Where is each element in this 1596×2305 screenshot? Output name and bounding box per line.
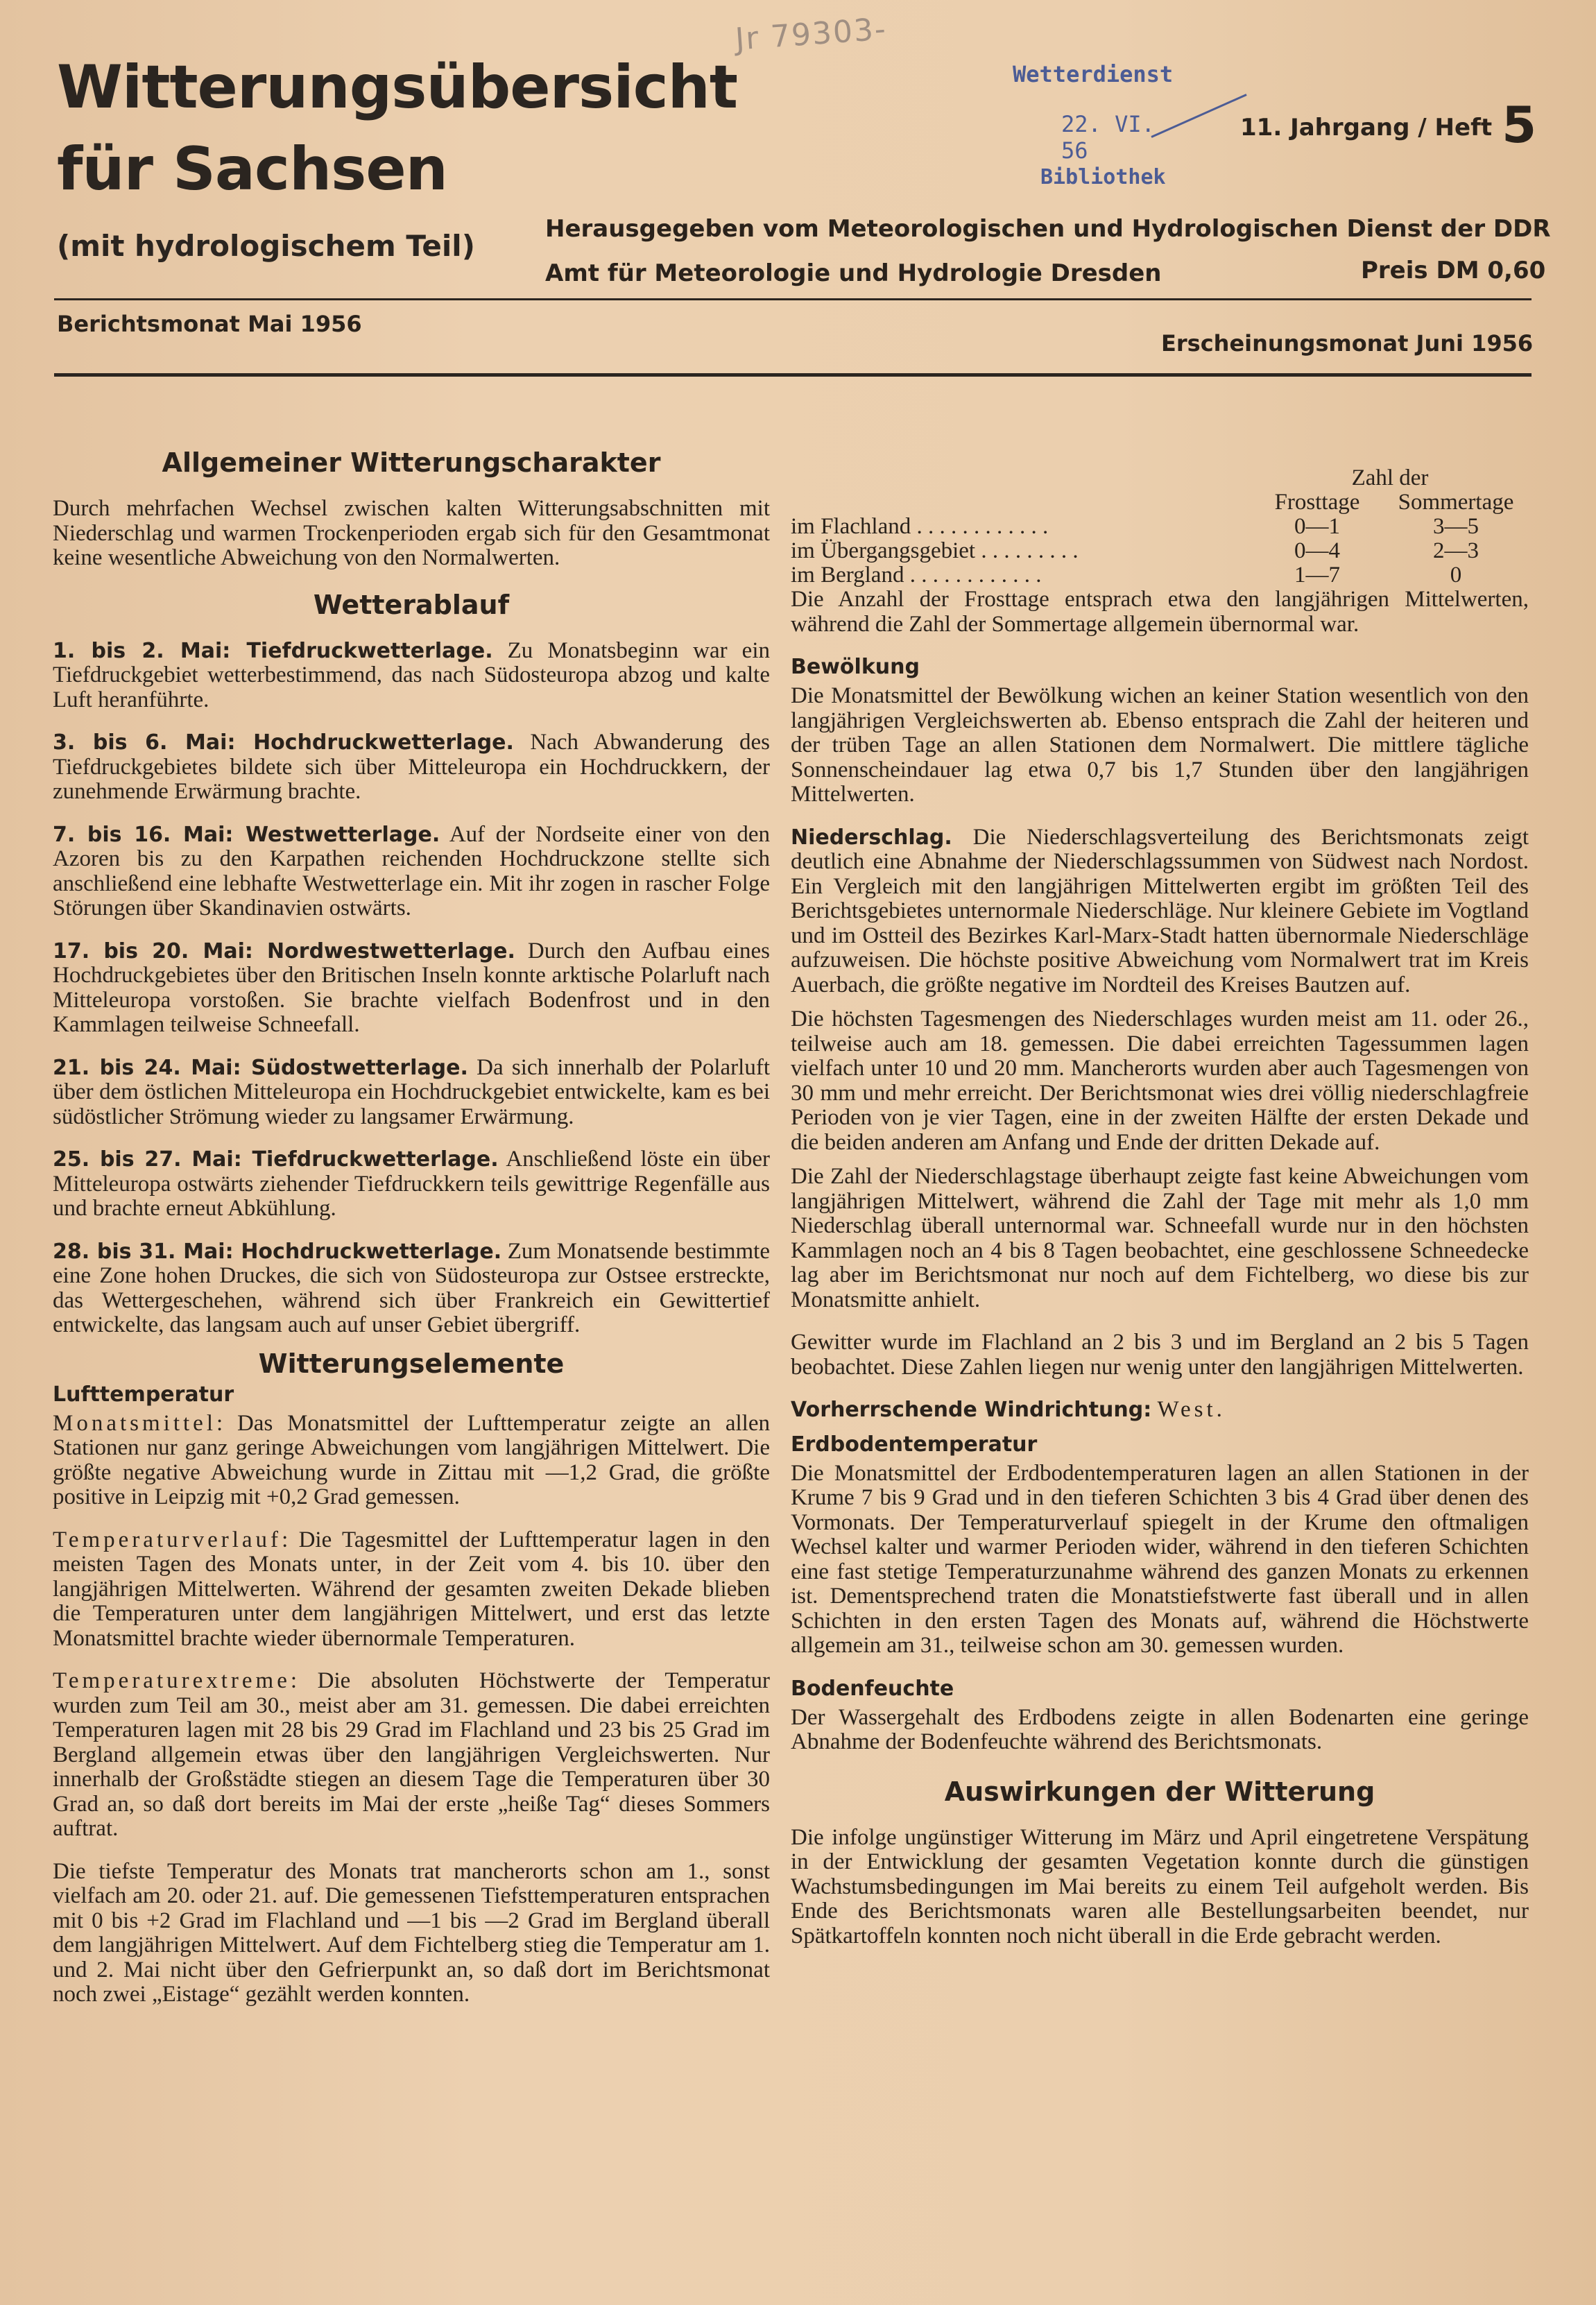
verlauf-lead: Temperaturverlauf bbox=[53, 1527, 282, 1552]
ablauf-text: Zum Monatsende bestimmte eine Zone hohen Druckes, die sich von Südosteuropa zur Ostsee erstreckte, das Wettergeschehen, während sich über Frankreich ein Gewittertief entwickelte, das langsam auch auf unser Gebiet übergriff. bbox=[53, 1238, 770, 1337]
row-sommertage: 0 bbox=[1450, 563, 1462, 588]
ablauf-item bbox=[53, 823, 770, 921]
ablauf-text: Nach Abwanderung des Tiefdruckgebietes bildete sich über Mitteleuropa ein Hochdruckkern, der zunehmende Erwärmung brachte. bbox=[53, 730, 770, 804]
ablauf-item bbox=[53, 1056, 770, 1130]
paragraph-bewoelkung: Die Monatsmittel der Bewölkung wichen an keiner Station wesentlich von den langjährigen Vergleichswerten ab. Ebenso entsprach die Zahl der heiteren und der trüben Tage an allen Stationen dem Normalwert. Die mittlere tägliche Sonnenscheindauer lag etwa 0,7 bis 1,7 Stunden über den langjährigen Mittelwerten. bbox=[791, 683, 1529, 807]
frost-sommer-table bbox=[791, 466, 1529, 588]
issue-number: 5 bbox=[1502, 96, 1537, 154]
header-rule-top bbox=[54, 298, 1531, 300]
table-row bbox=[791, 515, 1529, 539]
row-frosttage: 0—4 bbox=[1294, 538, 1340, 563]
heading-wetterablauf: Wetterablauf bbox=[313, 589, 510, 620]
publisher-line-1: Herausgegeben vom Meteorologischen und Hydrologischen Dienst der DDR bbox=[545, 215, 1551, 243]
ablauf-item bbox=[53, 1147, 770, 1222]
heading-bodenfeuchte: Bodenfeuchte bbox=[791, 1676, 954, 1701]
ablauf-text: Anschließend löste ein über Mitteleuropa ostwärts ziehender Tiefdruckkern teils gewittrige Regenfälle aus und brachte erneut Abkühlung. bbox=[53, 1147, 770, 1221]
heading-allgemein: Allgemeiner Witterungscharakter bbox=[162, 447, 661, 478]
ablauf-item bbox=[53, 939, 770, 1038]
table-head-sommertage: Sommertage bbox=[1398, 490, 1514, 515]
extreme-lead: Temperaturextreme bbox=[53, 1668, 291, 1693]
paragraph-niederschlag bbox=[791, 825, 1529, 998]
ablauf-lead: 1. bis 2. Mai: Tiefdruckwetterlage. bbox=[53, 638, 493, 663]
ablauf-lead: 7. bis 16. Mai: Westwetterlage. bbox=[53, 822, 440, 847]
stamp-date: 22. VI. 56 bbox=[1061, 111, 1155, 164]
niederschlag-text: Die Niederschlagsverteilung des Berichtsmonats zeigt deutlich eine Abnahme der Niederschlagssummen von Südwest nach Nordost. Ein Vergleich mit den langjährigen Mittelwerten ergibt im größten Teil des Berichtsgebietes unternormale Niederschläge. Nur kleinere Gebiete im Vogtland und im Ostteil des Bezirkes Karl-Marx-Stadt hatten übernormale Niederschläge aufzuweisen. Die höchste positive Abweichung vom Normalwert trat im Kreis Auerbach, die größte negative im Nordteil des Kreises Bautzen auf. bbox=[791, 824, 1529, 997]
row-label: im Übergangsgebiet . . . . . . . . . bbox=[791, 538, 1079, 563]
row-frosttage: 0—1 bbox=[1294, 514, 1340, 539]
paragraph-gewitter: Gewitter wurde im Flachland an 2 bis 3 und im Bergland an 2 bis 5 Tagen beobachtet. Diese Zahlen liegen nur wenig unter den langjährigen Mittelwerten. bbox=[791, 1330, 1529, 1380]
paragraph-frosttage: Die Anzahl der Frosttage entsprach etwa den langjährigen Mittelwerten, während die Zahl der Sommertage allgemein übernormal war. bbox=[791, 587, 1529, 637]
ablauf-lead: 17. bis 20. Mai: Nordwestwetterlage. bbox=[53, 939, 515, 963]
paragraph-monatsmittel bbox=[53, 1412, 770, 1510]
heading-lufttemperatur: Lufttemperatur bbox=[53, 1382, 234, 1407]
left-column bbox=[53, 444, 770, 2025]
verlauf-text: : Die Tagesmittel der Lufttemperatur lagen in den meisten Tagen des Monats unter, in der Zeit vom 4. bis 10. über den langjährigen Mittelwerten. Während der gesamten zweiten Dekade blieben die Temperaturen unter dem langjährigen Mittelwert, und erst das letzte Monatsmittel brachte wieder übernormale Temperaturen. bbox=[53, 1527, 770, 1651]
row-sommertage: 3—5 bbox=[1433, 514, 1479, 539]
table-row bbox=[791, 539, 1529, 563]
ablauf-item bbox=[53, 639, 770, 713]
issue-text: 11. Jahrgang / Heft bbox=[1240, 114, 1493, 142]
stamp-line-3: Bibliothek bbox=[1040, 165, 1166, 189]
monatsmittel-text: : Das Monatsmittel der Lufttemperatur zeigte an allen Stationen nur ganz geringe Abweichungen vom langjährigen Mittelwert. Die größte negative Abweichung wurde in Zittau mit —1,2 Grad, die größte positive in Leipzig mit +0,2 Grad gemessen. bbox=[53, 1410, 770, 1509]
ablauf-lead: 3. bis 6. Mai: Hochdruckwetterlage. bbox=[53, 730, 514, 755]
extreme-text: : Die absoluten Höchstwerte der Temperatur wurden zum Teil am 30., meist aber am 31. gemessen. Die dabei erreichten Temperaturen lagen mit 28 bis 29 Grad im Flachland und 23 bis 25 Grad im Bergland allgemein etwas über den langjährigen Vergleichswerten. Nur innerhalb der Großstädte stiegen an diesem Tage die Temperaturen über 30 Grad an, so daß dort bereits im Mai der erste „heiße Tag“ dieses Sommers auftrat. bbox=[53, 1668, 770, 1841]
wind-value: West. bbox=[1157, 1397, 1226, 1422]
masthead-title bbox=[57, 54, 737, 203]
niederschlag-lead: Niederschlag. bbox=[791, 825, 952, 850]
publisher-line-2: Amt für Meteorologie und Hydrologie Dresden bbox=[545, 259, 1162, 287]
row-label: im Flachland . . . . . . . . . . . . bbox=[791, 514, 1049, 539]
title-line-1: Witterungsübersicht bbox=[57, 53, 738, 122]
paragraph-windrichtung bbox=[791, 1398, 1529, 1423]
issue-info bbox=[1240, 96, 1536, 154]
paragraph-bodenfeuchte: Der Wassergehalt des Erdbodens zeigte in allen Bodenarten eine geringe Abnahme der Bodenfeuchte während des Berichtsmonats. bbox=[791, 1704, 1529, 1754]
table-head-top: Zahl der bbox=[1351, 465, 1429, 490]
table-row bbox=[791, 563, 1529, 588]
paragraph-niederschlagstage: Die Zahl der Niederschlagstage überhaupt zeigte fast keine Abweichungen vom langjährigen Mittelwert, während die Zahl der Tage mit mehr als 1,0 mm Niederschlag überall unternormal war. Schneefall wurde nur in den höchsten Kammlagen noch an 4 bis 8 Tagen beobachtet, eine geschlossene Schneedecke lag aber im Berichtsmonat nur noch auf dem Fichtelberg, wo diese bis zur Monatsmitte anhielt. bbox=[791, 1164, 1529, 1312]
table-header-row bbox=[791, 490, 1529, 515]
row-sommertage: 2—3 bbox=[1433, 538, 1479, 563]
heading-erdbodentemperatur: Erdbodentemperatur bbox=[791, 1432, 1038, 1457]
right-column bbox=[791, 466, 1529, 1966]
header-rule-bottom bbox=[54, 373, 1531, 377]
ablauf-item bbox=[53, 1240, 770, 1338]
ablauf-item bbox=[53, 730, 770, 805]
publication-month: Erscheinungsmonat Juni 1956 bbox=[1161, 330, 1534, 357]
price: Preis DM 0,60 bbox=[1361, 257, 1546, 284]
ablauf-text: Auf der Nordseite einer von den Azoren bis zu den Karpathen reichenden Hochdruckzone stellte sich anschließend eine lebhafte Westwetterlage ein. Mit ihr zogen in rascher Folge Störungen über Skandinavien ostwärts. bbox=[53, 821, 770, 920]
ablauf-text: Da sich innerhalb der Polarluft über dem östlichen Mitteleuropa ein Hochdruckgebiet entwickelte, kam es bei südöstlicher Strömung wieder zu langsamer Erwärmung. bbox=[53, 1054, 770, 1129]
handwritten-note: Jr 79303- bbox=[734, 11, 889, 58]
monatsmittel-lead: Monatsmittel bbox=[53, 1410, 216, 1436]
heading-bewoelkung: Bewölkung bbox=[791, 655, 920, 679]
paragraph-temperaturverlauf bbox=[53, 1528, 770, 1652]
ablauf-lead: 21. bis 24. Mai: Südostwetterlage. bbox=[53, 1055, 468, 1080]
paragraph-erdbodentemperatur: Die Monatsmittel der Erdbodentemperaturen lagen an allen Stationen in der Krume 7 bis 9 Grad und in den tieferen Schichten 3 bis 4 Grad über denen des Vormonats. Der Temperaturverlauf spiegelt in der Krume den oftmaligen Wechsel kalter und warmer Perioden wider, während in den tieferen Schichten eine fast stetige Temperaturzunahme während des ganzen Monats zu erkennen ist. Dementsprechend traten die Monatstiefstwerte fast überall und in allen Schichten in den ersten Tagen des Monats auf, während die Höchstwerte allgemein am 31., teilweise schon am 30. gemessen wurden. bbox=[791, 1460, 1529, 1658]
row-frosttage: 1—7 bbox=[1294, 563, 1340, 588]
paragraph-auswirkungen: Die infolge ungünstiger Witterung im März und April eingetretene Verspätung in der Entwicklung der gesamten Vegetation konnte durch die günstigen Wachstumsbedingungen im Mai bereits zu einem Teil aufgeholt werden. Bis Ende des Berichtsmonats waren alle Bestellungsarbeiten beendet, nur Spätkartoffeln konnten noch nicht überall in die Erde gebracht werden. bbox=[791, 1824, 1529, 1948]
ablauf-text: Zu Monatsbeginn war ein Tiefdruckgebiet wetterbestimmend, das nach Südosteuropa abzog und kalte Luft heranführte. bbox=[53, 637, 770, 712]
ablauf-lead: 28. bis 31. Mai: Hochdruckwetterlage. bbox=[53, 1239, 502, 1264]
paragraph-temperaturextreme bbox=[53, 1669, 770, 1842]
table-header-row bbox=[791, 466, 1529, 490]
paragraph-tiefste-temperatur: Die tiefste Temperatur des Monats trat mancherorts schon am 1., sonst vielfach am 20. oder 21. auf. Die gemessenen Tiefsttemperaturen entsprachen mit 0 bis +2 Grad im Flachland und —1 bis —2 Grad im Bergland überall dem langjährigen Mittelwert. Auf dem Fichtelberg stieg die Temperatur am 1. und 2. Mai nicht über den Gefrierpunkt an, so daß dort im Berichtsmonat noch zwei „Eistage“ gezählt werden konnten. bbox=[53, 1858, 770, 2007]
stamp-line-1: Wetterdienst bbox=[1013, 61, 1174, 87]
table-head-frosttage: Frosttage bbox=[1274, 490, 1360, 515]
paragraph-allgemein: Durch mehrfachen Wechsel zwischen kalten Witterungsabschnitten mit Niederschlag und warmen Trockenperioden ergab sich für den Gesamtmonat keine wesentliche Abweichung von den Normalwerten. bbox=[53, 496, 770, 570]
masthead-subtitle: (mit hydrologischem Teil) bbox=[57, 229, 475, 263]
wind-lead: Vorherrschende Windrichtung: bbox=[791, 1398, 1152, 1422]
heading-witterungselemente: Witterungselemente bbox=[258, 1348, 565, 1379]
paragraph-tagesmengen: Die höchsten Tagesmengen des Niederschlages wurden meist am 11. oder 26., teilweise auch am 18. gemessen. Die dabei erreichten Tagessummen lagen vielfach unter 10 und 20 mm. Mancherorts wurden aber auch Tagesmengen von 30 mm und mehr erreicht. Der Berichtsmonat wies drei völlig niederschlagfreie Perioden von je vier Tagen, eine in der zweiten Hälfte der ersten Dekade und die beiden anderen am Anfang und Ende der dritten Dekade auf. bbox=[791, 1006, 1529, 1155]
report-month: Berichtsmonat Mai 1956 bbox=[57, 311, 362, 337]
ablauf-lead: 25. bis 27. Mai: Tiefdruckwetterlage. bbox=[53, 1147, 499, 1172]
ablauf-text: Durch den Aufbau eines Hochdruckgebietes über den Britischen Inseln konnte arktische Polarluft nach Mitteleuropa vorstoßen. Sie brachte vielfach Bodenfrost und in den Kammlagen teilweise Schneefall. bbox=[53, 938, 770, 1037]
row-label: im Bergland . . . . . . . . . . . . bbox=[791, 563, 1042, 588]
title-line-2: für Sachsen bbox=[57, 135, 447, 204]
heading-auswirkungen: Auswirkungen der Witterung bbox=[944, 1776, 1375, 1807]
